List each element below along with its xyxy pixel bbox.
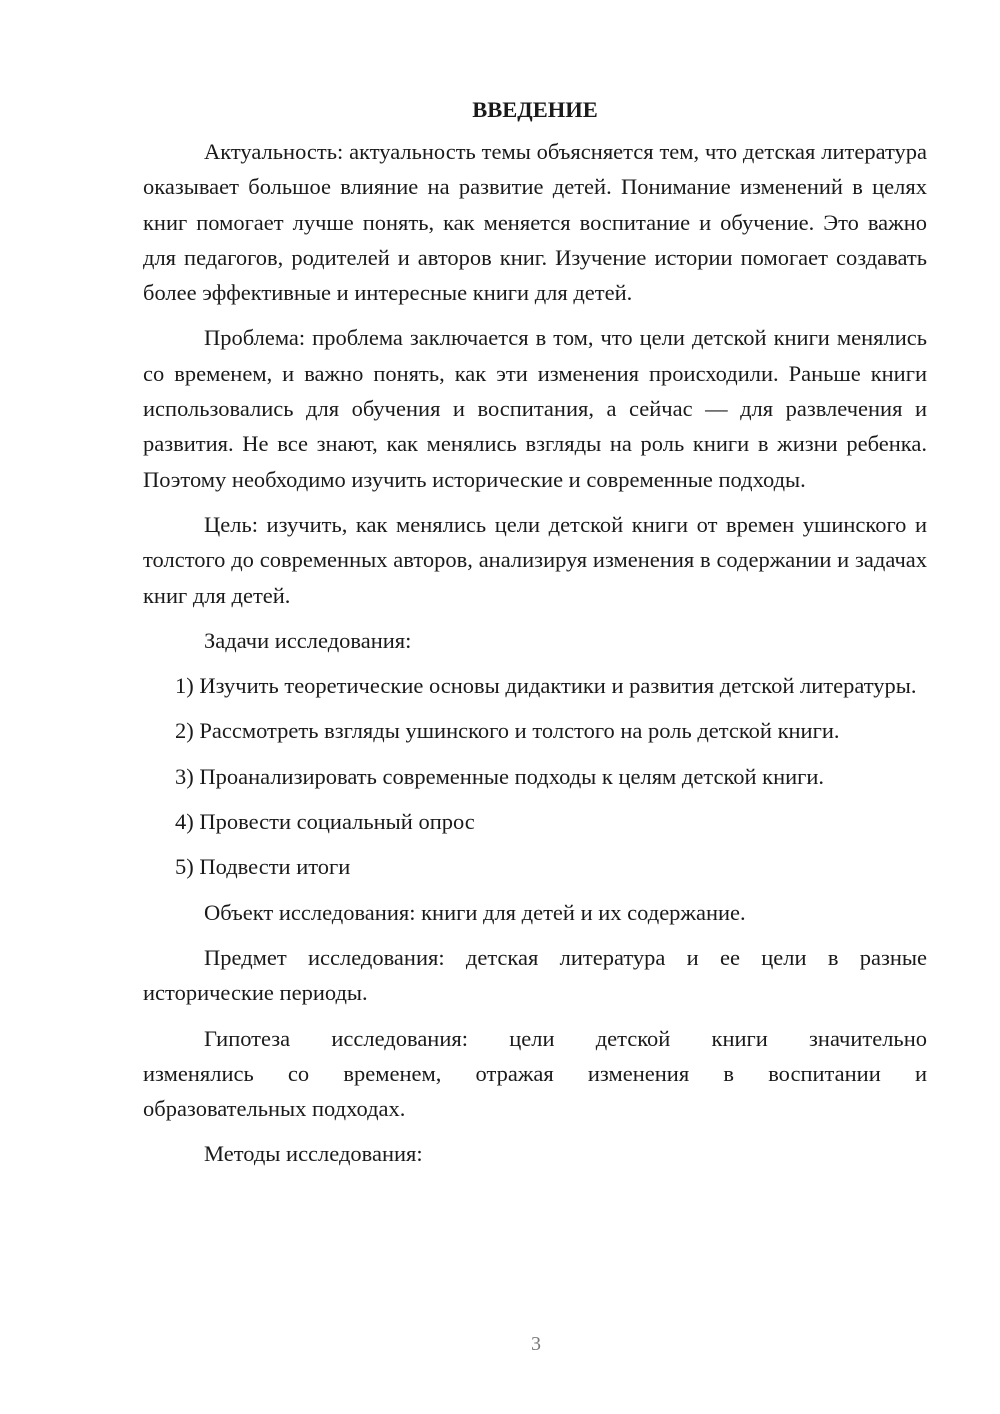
hypothesis-paragraph bbox=[143, 1021, 927, 1127]
hypothesis-line-1: Гипотеза исследования: цели детской книги значительно bbox=[204, 1025, 927, 1051]
task-item-2: 2) Рассмотреть взгляды ушинского и толстого на роль детской книги. bbox=[175, 718, 840, 744]
hypothesis-line-2: изменялись со временем, отражая изменения в воспитании и bbox=[143, 1060, 927, 1086]
task-item-1: 1) Изучить теоретические основы дидактики и развития детской литературы. bbox=[175, 673, 917, 699]
problem-paragraph: Проблема: проблема заключается в том, что цели детской книги менялись со временем, и важно понять, как эти изменения происходили. Раньше книги использовались для обучения и воспитания, а сейчас — для развлечения и развития. Не все знают, как менялись взгляды на роль книги в жизни ребенка. Поэтому необходимо изучить исторические и современные подходы. bbox=[143, 325, 927, 492]
tasks-heading: Задачи исследования: bbox=[204, 627, 412, 653]
goal-paragraph: Цель: изучить, как менялись цели детской книги от времен ушинского и толстого до современных авторов, анализируя изменения в содержании и задачах книг для детей. bbox=[143, 511, 927, 608]
task-item-4: 4) Провести социальный опрос bbox=[175, 809, 475, 835]
document-page bbox=[143, 92, 927, 1182]
page-number: 3 bbox=[531, 1333, 541, 1355]
relevance-paragraph: Актуальность: актуальность темы объясняется тем, что детская литература оказывает большое влияние на развитие детей. Понимание изменений в целях книг помогает лучше понять, как меняется воспитание и обучение. Это важно для педагогов, родителей и авторов книг. Изучение истории помогает создавать более эффективные и интересные книги для детей. bbox=[143, 139, 927, 306]
object-paragraph: Объект исследования: книги для детей и их содержание. bbox=[204, 899, 746, 925]
task-item-5: 5) Подвести итоги bbox=[175, 854, 351, 880]
task-item-3: 3) Проанализировать современные подходы к целям детской книги. bbox=[175, 763, 825, 789]
methods-heading: Методы исследования: bbox=[204, 1141, 423, 1167]
hypothesis-line-3: образовательных подходах. bbox=[143, 1096, 406, 1122]
section-title: ВВЕДЕНИЕ bbox=[472, 97, 598, 122]
subject-paragraph: Предмет исследования: детская литература и ее цели в разные исторические периоды. bbox=[143, 944, 927, 1006]
